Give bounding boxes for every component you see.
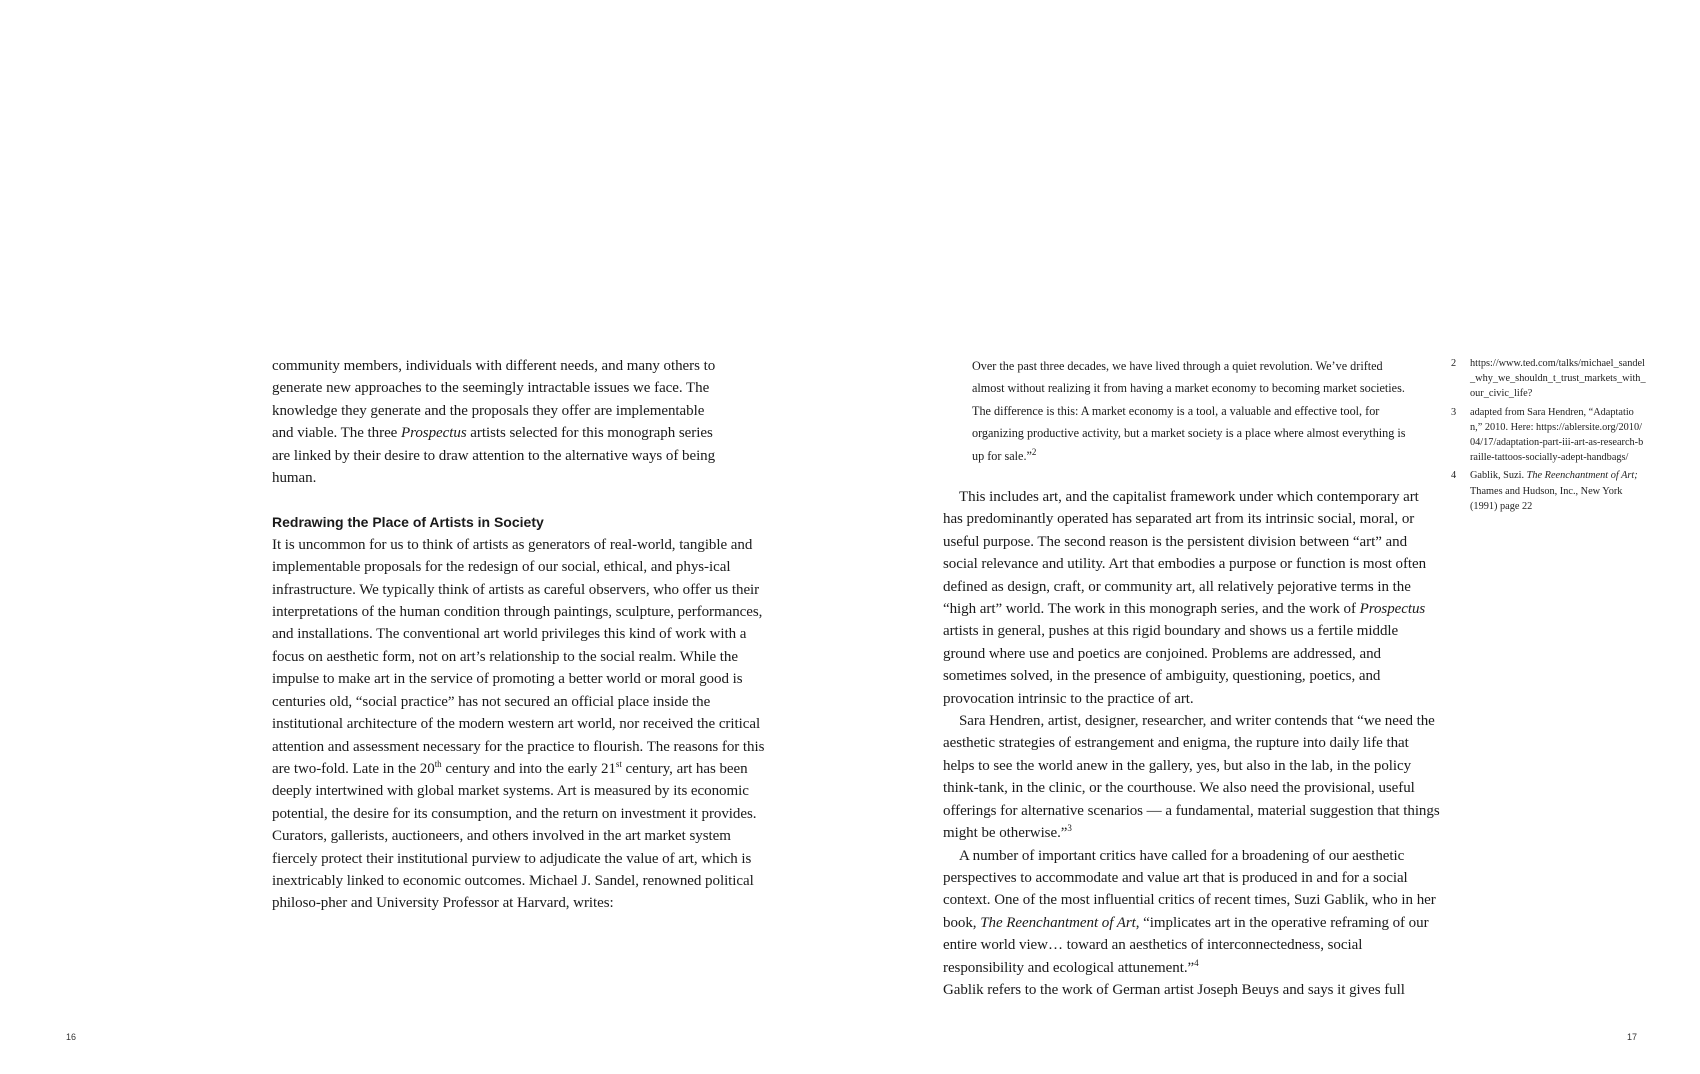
block-quote <box>972 355 1412 467</box>
quote-text: Over the past three decades, we have lived through a quiet revolution. We’ve drifted almost without realizing it from having a market economy to becoming market societies. The difference is this: A market economy is a tool, a valuable and effective tool, for organizing productive activity, but a market society is a place where almost everything is up for sale.” <box>972 359 1406 463</box>
paragraph <box>943 845 1441 1002</box>
opening-paragraph <box>272 355 772 489</box>
text-span: A number of important critics have called for a broadening of our aesthetic perspectives to accommodate and value art that is produced in and for a social context. One of the most influential critics of recent times, Suzi Gablik, who in her book, <box>943 847 1436 931</box>
book-title: The Reenchantment of Art; <box>1526 470 1638 482</box>
page-number-left: 16 <box>66 1032 77 1042</box>
text-line: are linked by their desire to draw attention to the alternative ways of being <box>272 447 716 464</box>
footnote-ref: 4 <box>1194 957 1199 968</box>
text-span: Gablik refers to the work of German artist Joseph Beuys and says it gives full <box>943 981 1405 998</box>
footnote-text: https://www.ted.com/talks/michael_sandel_why_we_shouldn_t_trust_markets_with_our_civic_life? <box>1470 358 1646 400</box>
text-line: human. <box>272 470 317 487</box>
footnote-number: 3 <box>1451 406 1457 418</box>
footnote <box>1451 405 1646 466</box>
emphasis-prospectus: Prospectus <box>401 425 467 442</box>
emphasis-prospectus: Prospectus <box>1359 601 1426 618</box>
text-line: generate new approaches to the seemingly intractable issues we face. The <box>272 380 710 397</box>
text-span: and viable. The three <box>272 425 401 442</box>
section-paragraph <box>272 534 772 915</box>
left-page-body <box>272 355 772 915</box>
superscript: th <box>434 758 442 769</box>
footnote-number: 2 <box>1451 358 1457 369</box>
text-span: , “implicates art in the operative reframing of our entire world view… toward an aesthetics of interconnectedness, social responsibility and ecological attunement.” <box>943 914 1429 976</box>
footnote-ref: 2 <box>1031 446 1037 457</box>
footnote-number: 4 <box>1451 470 1457 482</box>
text-span: artists selected for this monograph series <box>466 425 713 442</box>
text-span: This includes art, and the capitalist framework under which contemporary art has predominantly operated has separated art from its intrinsic social, moral, or useful purpose. The second reason is the persistent division between “art” and social relevance and utility. Art that embodies a purpose or function is most often defined as design, craft, or community art, all relatively pejorative terms in the “high art” world. The work in this monograph series, and the work of <box>943 489 1427 618</box>
footnote <box>1451 468 1646 514</box>
text-span: Sara Hendren, artist, designer, researcher, and writer contends that “we need the aesthetic strategies of estrangement and enigma, the rupture into daily life that helps to see the world anew in the gallery, yes, but also in the lab, in the policy think-tank, in the clinic, or the courthouse. We also need the provisional, useful offerings for alternative scenarios — a fundamental, material suggestion that things might be otherwise.” <box>943 713 1440 842</box>
text-span: It is uncommon for us to think of artists as generators of real-world, tangible and implementable proposals for the redesign of our social, ethical, and phys-ical infrastructure. We typically think of artists as careful observers, who offer us their interpretations of the human condition through paintings, sculpture, performances, and installations. The conventional art world privileges this kind of work with a focus on aesthetic form, not on art’s relationship to the social realm. While the impulse to make art in the service of promoting a better world or moral good is centuries old, “social practice” has not secured an official place inside the institutional architecture of the modern western art world, nor received the critical attention and assessment necessary for the practice to flourish. The reasons for this are two-fold. Late in the 20 <box>272 536 765 777</box>
footnote-ref: 3 <box>1067 823 1072 834</box>
text-line: knowledge they generate and the proposals they offer are implementable <box>272 402 705 419</box>
paragraph <box>943 710 1441 844</box>
right-page-body <box>943 486 1441 1001</box>
text-span: artists in general, pushes at this rigid boundary and shows us a fertile middle ground where use and poetics are conjoined. Problems are addressed, and sometimes solved, in the presence of ambiguity, questioning, poetics, and provocation intrinsic to the practice of art. <box>943 623 1399 707</box>
text-line <box>272 422 772 444</box>
footnote <box>1451 356 1646 402</box>
page-number-right: 17 <box>1627 1032 1638 1042</box>
footnote-text: adapted from Sara Hendren, “Adaptation,” 2010. Here: https://ablersite.org/2010/04/17/adaptation-part-iii-art-as-research-braille-tattoos-socially-adept-handbags/ <box>1470 406 1644 464</box>
text-span: century and into the early 21 <box>441 760 616 777</box>
text-line: community members, individuals with different needs, and many others to <box>272 358 716 374</box>
footnotes <box>1451 356 1646 514</box>
text-span: century, art has been deeply intertwined with global market systems. Art is measured by its economic potential, the desire for its consumption, and the return on investment it provides. Curators, gallerists, auctioneers, and others involved in the art market system fiercely protect their institutional purview to adjudicate the value of art, which is inextricably linked to economic outcomes. Michael J. Sandel, renowned political philoso-pher and University Professor at Harvard, writes: <box>272 760 757 912</box>
superscript: st <box>615 758 622 769</box>
text-span: Thames and Hudson, Inc., New York (1991) page 22 <box>1470 485 1623 512</box>
paragraph <box>943 486 1441 710</box>
section-heading: Redrawing the Place of Artists in Society <box>272 514 544 531</box>
text-span: Gablik, Suzi. <box>1470 470 1527 482</box>
footnote-text <box>1470 468 1646 514</box>
book-title: The Reenchantment of Art <box>980 914 1136 931</box>
